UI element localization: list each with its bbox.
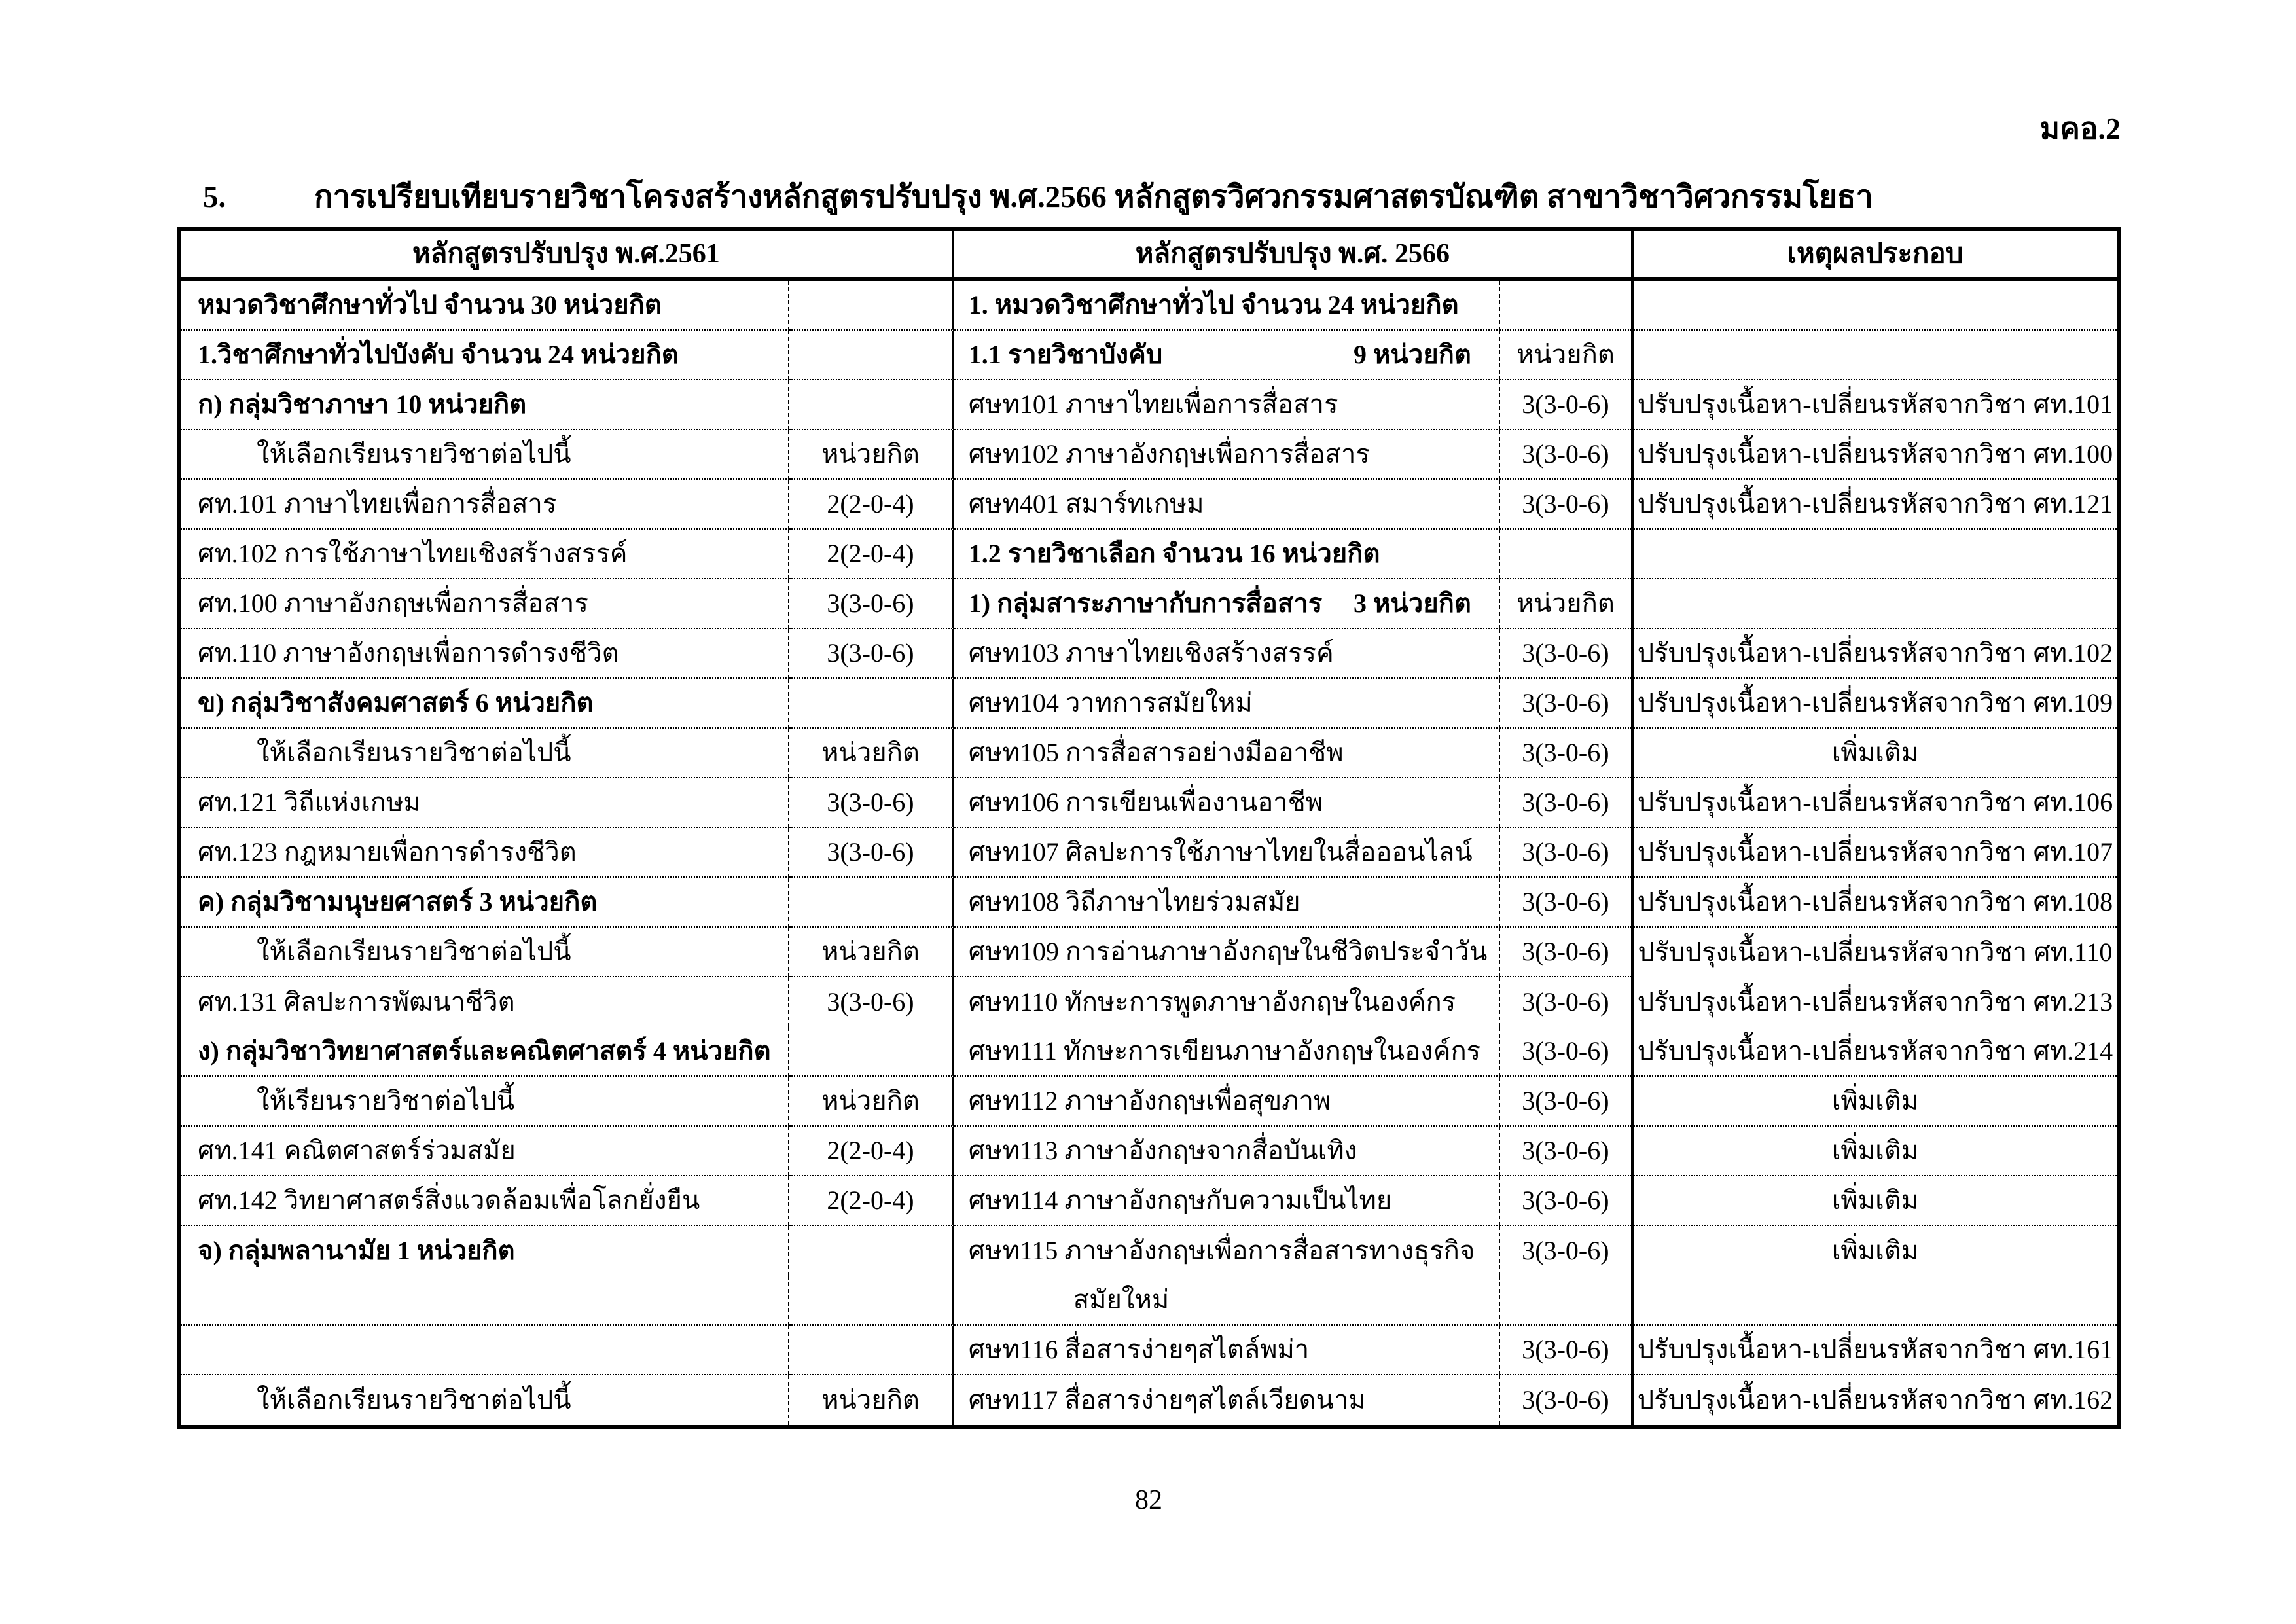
cell-credit-2566: 3(3-0-6) (1500, 1326, 1634, 1375)
cell-reason: ปรับปรุงเนื้อหา-เปลี่ยนรหัสจากวิชา ศท.109 (1634, 679, 2117, 729)
cell-reason: ปรับปรุงเนื้อหา-เปลี่ยนรหัสจากวิชา ศท.110 (1638, 937, 2113, 967)
cell-course-2561: ศท.110 ภาษาอังกฤษเพื่อการดำรงชีวิต (181, 629, 789, 679)
cell-credit-2566: 3(3-0-6) (1500, 1226, 1634, 1276)
cell-course-2561: ก) กลุ่มวิชาภาษา 10 หน่วยกิต (181, 380, 789, 430)
cell-course-2566: 1) กลุ่มสาระภาษากับการสื่อสาร 3 หน่วยกิต (954, 579, 1500, 629)
credit-total-label: 9 หน่วยกิต (1354, 340, 1471, 369)
header-cell-curriculum-2561: หลักสูตรปรับปรุง พ.ศ.2561 (181, 231, 954, 277)
cell-reason: ปรับปรุงเนื้อหา-เปลี่ยนรหัสจากวิชา ศท.214 (1634, 1027, 2117, 1077)
cell-reason (1634, 331, 2117, 380)
cell-course-2561: ง) กลุ่มวิชาวิทยาศาสตร์และคณิตศาสตร์ 4 หน่วยกิต (181, 1027, 789, 1077)
cell-course-2566: ศษท107 ศิลปะการใช้ภาษาไทยในสื่อออนไลน์ (954, 828, 1500, 878)
cell-credit-2566: 3(3-0-6) (1500, 480, 1634, 530)
page-title (203, 171, 2153, 221)
cell-course-2561: ศท.131 ศิลปะการพัฒนาชีวิต (181, 977, 789, 1027)
cell-course-2566: ศษท102 ภาษาอังกฤษเพื่อการสื่อสาร (954, 430, 1500, 480)
table-row (181, 1027, 2117, 1077)
cell-course-2561: ข) กลุ่มวิชาสังคมศาสตร์ 6 หน่วยกิต (181, 679, 789, 729)
cell-course-2561: ให้เลือกเรียนรายวิชาต่อไปนี้ (181, 729, 789, 778)
cell-course-2561: ค) กลุ่มวิชามนุษยศาสตร์ 3 หน่วยกิต (181, 878, 789, 928)
table-row (181, 629, 2117, 679)
header-cell-reason: เหตุผลประกอบ (1787, 238, 1964, 269)
cell-reason (1634, 1276, 2117, 1326)
cell-credit-2561 (789, 1276, 954, 1326)
cell-course-2566: ศษท108 วิถีภาษาไทยร่วมสมัย (954, 878, 1500, 928)
cell-credit-2566: 3(3-0-6) (1500, 828, 1634, 878)
cell-reason: ปรับปรุงเนื้อหา-เปลี่ยนรหัสจากวิชา ศท.161 (1634, 1326, 2117, 1375)
cell-course-2566: ศษท105 การสื่อสารอย่างมืออาชีพ (954, 729, 1500, 778)
cell-credit-2561 (789, 380, 954, 430)
table-row (181, 1226, 2117, 1276)
cell-course-2566: 1. หมวดวิชาศึกษาทั่วไป จำนวน 24 หน่วยกิต (954, 281, 1500, 331)
cell-credit-2566 (1500, 530, 1634, 579)
cell-credit-2561: หน่วยกิต (789, 729, 954, 778)
cell-course-2566: ศษท112 ภาษาอังกฤษเพื่อสุขภาพ (954, 1077, 1500, 1127)
cell-course-2561: ศท.101 ภาษาไทยเพื่อการสื่อสาร (181, 480, 789, 530)
cell-credit-2561: 3(3-0-6) (789, 778, 954, 828)
cell-course-2566: ศษท116 สื่อสารง่ายๆสไตล์พม่า (954, 1326, 1500, 1375)
cell-course-2566: ศษท101 ภาษาไทยเพื่อการสื่อสาร (954, 380, 1500, 430)
cell-credit-2566: 3(3-0-6) (1500, 878, 1634, 928)
cell-credit-2561: หน่วยกิต (789, 1375, 954, 1425)
cell-credit-2561: 3(3-0-6) (789, 828, 954, 878)
cell-reason: เพิ่มเติม (1634, 1077, 2117, 1127)
table-row (181, 380, 2117, 430)
cell-credit-2566: 3(3-0-6) (1500, 1176, 1634, 1226)
table-row (181, 1375, 2117, 1425)
table-row (181, 281, 2117, 331)
cell-course-2561: ศท.100 ภาษาอังกฤษเพื่อการสื่อสาร (181, 579, 789, 629)
table-row (181, 977, 2117, 1027)
cell-course-2566: ศษท117 สื่อสารง่ายๆสไตล์เวียดนาม (954, 1375, 1500, 1425)
cell-course-2566: ศษท401 สมาร์ทเกษม (954, 480, 1500, 530)
cell-reason: ปรับปรุงเนื้อหา-เปลี่ยนรหัสจากวิชา ศท.213 (1637, 987, 2113, 1017)
table-row (181, 331, 2117, 380)
cell-reason: เพิ่มเติม (1634, 1127, 2117, 1176)
table-body (181, 281, 2117, 1425)
section-number: 5. (203, 180, 226, 214)
cell-reason (1634, 530, 2117, 579)
cell-course-2561 (181, 1276, 789, 1326)
cell-credit-2561: 3(3-0-6) (789, 977, 954, 1027)
table-row (181, 1326, 2117, 1375)
cell-course-2561: หมวดวิชาศึกษาทั่วไป จำนวน 30 หน่วยกิต (181, 281, 789, 331)
cell-course-2566: 1.1 รายวิชาบังคับ 9 หน่วยกิต (954, 331, 1500, 380)
cell-credit-2561 (789, 1326, 954, 1375)
cell-course-2561: 1.วิชาศึกษาทั่วไปบังคับ จำนวน 24 หน่วยกิต (181, 331, 789, 380)
cell-reason: ปรับปรุงเนื้อหา-เปลี่ยนรหัสจากวิชา ศท.100 (1634, 430, 2117, 480)
cell-credit-2561 (789, 679, 954, 729)
table-row (181, 1077, 2117, 1127)
cell-reason (1634, 579, 2117, 629)
cell-reason: ปรับปรุงเนื้อหา-เปลี่ยนรหัสจากวิชา ศท.108 (1634, 878, 2117, 928)
cell-course-2561: ศท.142 วิทยาศาสตร์สิ่งแวดล้อมเพื่อโลกยั่งยืน (181, 1176, 789, 1226)
cell-reason: ปรับปรุงเนื้อหา-เปลี่ยนรหัสจากวิชา ศท.162 (1637, 1385, 2113, 1415)
cell-course-2566: ศษท113 ภาษาอังกฤษจากสื่อบันเทิง (954, 1127, 1500, 1176)
page-number: 82 (1135, 1485, 1162, 1515)
cell-course-2561: ศท.123 กฎหมายเพื่อการดำรงชีวิต (181, 828, 789, 878)
cell-credit-2561 (789, 878, 954, 928)
cell-credit-2566: 3(3-0-6) (1500, 629, 1634, 679)
cell-reason: ปรับปรุงเนื้อหา-เปลี่ยนรหัสจากวิชา ศท.102 (1634, 629, 2117, 679)
header-cell-curriculum-2566: หลักสูตรปรับปรุง พ.ศ. 2566 (954, 231, 1634, 277)
cell-credit-2561 (789, 281, 954, 331)
cell-course-2566: 1.2 รายวิชาเลือก จำนวน 16 หน่วยกิต (954, 530, 1500, 579)
cell-course-2566: ศษท106 การเขียนเพื่องานอาชีพ (954, 778, 1500, 828)
cell-course-2561 (181, 1326, 789, 1375)
cell-course-2566: ศษท110 ทักษะการพูดภาษาอังกฤษในองค์กร (954, 977, 1500, 1027)
cell-credit-2561 (789, 1226, 954, 1276)
cell-course-2561: ให้เลือกเรียนรายวิชาต่อไปนี้ (181, 1375, 789, 1425)
cell-credit-2561: 3(3-0-6) (789, 579, 954, 629)
table-row (181, 878, 2117, 928)
table-header-row (181, 231, 2117, 281)
cell-credit-2566: หน่วยกิต (1500, 331, 1634, 380)
cell-credit-2566: 3(3-0-6) (1500, 1027, 1634, 1077)
cell-credit-2561: 3(3-0-6) (789, 629, 954, 679)
cell-course-2561: ศท.121 วิถีแห่งเกษม (181, 778, 789, 828)
table-row (181, 1176, 2117, 1226)
cell-credit-2566 (1500, 281, 1634, 331)
table-row (181, 430, 2117, 480)
cell-course-2561: ให้เรียนรายวิชาต่อไปนี้ (181, 1077, 789, 1127)
cell-reason: ปรับปรุงเนื้อหา-เปลี่ยนรหัสจากวิชา ศท.121 (1634, 480, 2117, 530)
cell-credit-2561: หน่วยกิต (789, 928, 954, 977)
cell-reason: เพิ่มเติม (1831, 1236, 1919, 1265)
cell-credit-2566: 3(3-0-6) (1500, 977, 1634, 1027)
cell-reason: เพิ่มเติม (1634, 729, 2117, 778)
cell-course-2561: ศท.141 คณิตศาสตร์ร่วมสมัย (181, 1127, 789, 1176)
cell-credit-2566: 3(3-0-6) (1500, 430, 1634, 480)
table-row (181, 1127, 2117, 1176)
cell-course-2561: ให้เลือกเรียนรายวิชาต่อไปนี้ (181, 928, 789, 977)
cell-course-2566: สมัยใหม่ (954, 1276, 1500, 1326)
table-row (181, 828, 2117, 878)
cell-credit-2566: 3(3-0-6) (1500, 380, 1634, 430)
doc-code-label: มคอ.2 (2039, 112, 2121, 145)
cell-credit-2561: 2(2-0-4) (789, 480, 954, 530)
cell-credit-2561: หน่วยกิต (789, 430, 954, 480)
cell-course-2566: ศษท103 ภาษาไทยเชิงสร้างสรรค์ (954, 629, 1500, 679)
table-row (181, 530, 2117, 579)
cell-credit-2561: 2(2-0-4) (789, 530, 954, 579)
table-row (181, 778, 2117, 828)
cell-course-2566: ศษท111 ทักษะการเขียนภาษาอังกฤษในองค์กร (954, 1027, 1500, 1077)
cell-credit-2566: 3(3-0-6) (1500, 1077, 1634, 1127)
cell-reason: ปรับปรุงเนื้อหา-เปลี่ยนรหัสจากวิชา ศท.107 (1634, 828, 2117, 878)
curriculum-comparison-table (177, 227, 2121, 1429)
cell-credit-2566: 3(3-0-6) (1500, 928, 1634, 977)
credit-total-label: 3 หน่วยกิต (1354, 588, 1471, 618)
cell-course-2566: ศษท114 ภาษาอังกฤษกับความเป็นไทย (954, 1176, 1500, 1226)
table-row (181, 480, 2117, 530)
cell-credit-2561 (789, 331, 954, 380)
cell-course-2566: ศษท115 ภาษาอังกฤษเพื่อการสื่อสารทางธุรกิจ (954, 1226, 1500, 1276)
cell-credit-2566: 3(3-0-6) (1500, 1375, 1634, 1425)
cell-credit-2566: 3(3-0-6) (1500, 778, 1634, 828)
cell-credit-2566 (1500, 1276, 1634, 1326)
cell-credit-2566: 3(3-0-6) (1500, 1127, 1634, 1176)
cell-course-2561: ศท.102 การใช้ภาษาไทยเชิงสร้างสรรค์ (181, 530, 789, 579)
cell-course-2566: ศษท109 การอ่านภาษาอังกฤษในชีวิตประจำวัน (954, 928, 1500, 977)
table-row (181, 928, 2117, 977)
cell-credit-2561: 2(2-0-4) (789, 1127, 954, 1176)
cell-credit-2561: 2(2-0-4) (789, 1176, 954, 1226)
cell-credit-2566: 3(3-0-6) (1500, 679, 1634, 729)
table-row (181, 729, 2117, 778)
cell-reason (1634, 281, 2117, 331)
cell-course-2566: ศษท104 วาทการสมัยใหม่ (954, 679, 1500, 729)
cell-reason: ปรับปรุงเนื้อหา-เปลี่ยนรหัสจากวิชา ศท.101 (1634, 380, 2117, 430)
table-row (181, 579, 2117, 629)
cell-credit-2561 (789, 1027, 954, 1077)
cell-course-2561: จ) กลุ่มพลานามัย 1 หน่วยกิต (181, 1226, 789, 1276)
table-row (181, 679, 2117, 729)
cell-credit-2566: 3(3-0-6) (1500, 729, 1634, 778)
cell-credit-2561: หน่วยกิต (789, 1077, 954, 1127)
cell-course-2561: ให้เลือกเรียนรายวิชาต่อไปนี้ (181, 430, 789, 480)
cell-reason: เพิ่มเติม (1634, 1176, 2117, 1226)
table-row (181, 1276, 2117, 1326)
cell-reason: ปรับปรุงเนื้อหา-เปลี่ยนรหัสจากวิชา ศท.106 (1634, 778, 2117, 828)
page-title-text: การเปรียบเทียบรายวิชาโครงสร้างหลักสูตรปรับปรุง พ.ศ.2566 หลักสูตรวิศวกรรมศาสตรบัณฑิต สาขาวิชาวิศวกรรมโยธา (314, 180, 1873, 214)
cell-credit-2566: หน่วยกิต (1500, 579, 1634, 629)
